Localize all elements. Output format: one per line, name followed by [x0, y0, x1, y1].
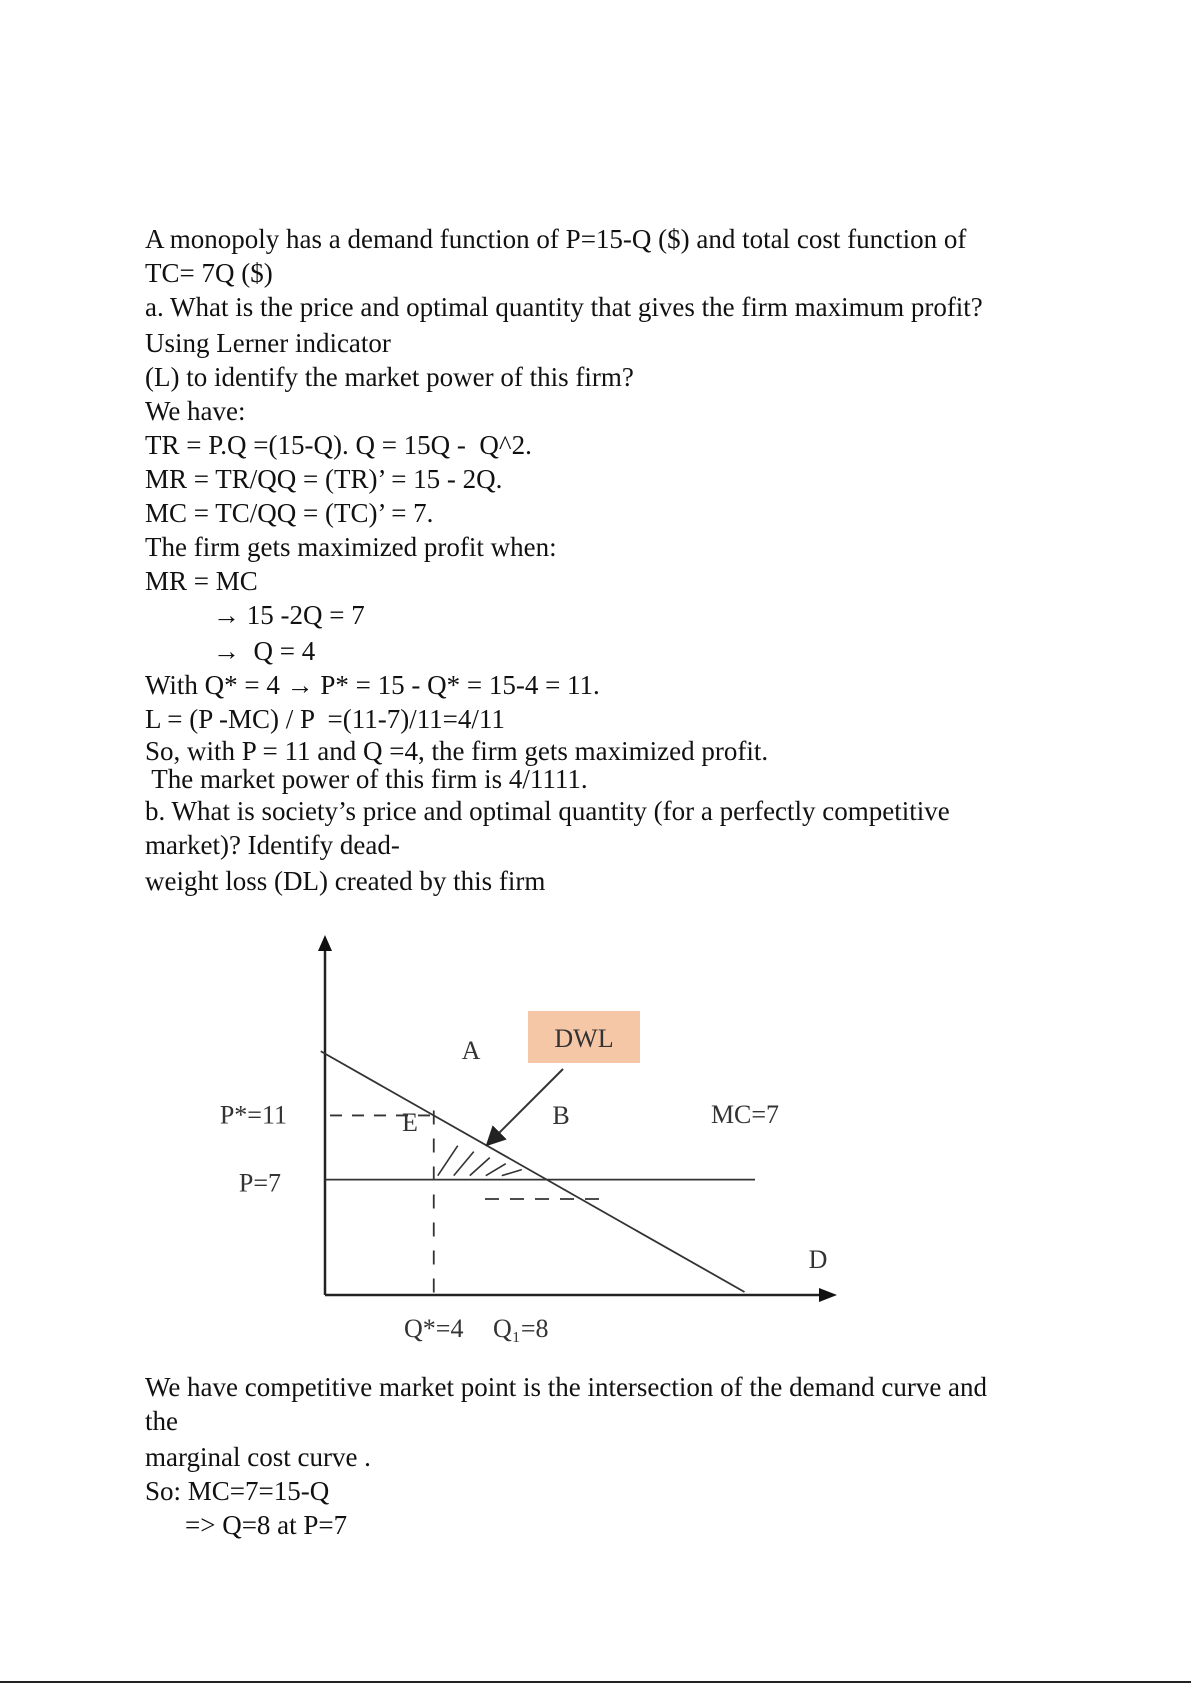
- text-line-13: → Q = 4: [213, 636, 316, 666]
- y-axis-arrow: [318, 935, 332, 951]
- text-line-15: L = (P -MC) / P =(11-7)/11=4/11: [145, 704, 505, 734]
- text-line-10: The firm gets maximized profit when:: [145, 532, 557, 562]
- area-b-label: B: [552, 1101, 570, 1130]
- text-line-25: => Q=8 at P=7: [185, 1510, 348, 1540]
- text-line-3: a. What is the price and optimal quantity that gives the firm maximum profit?: [145, 292, 983, 322]
- text-line-19: market)? Identify dead-: [145, 830, 400, 860]
- monopoly-chart: [195, 935, 855, 1355]
- text-line-22: the: [145, 1406, 178, 1436]
- dwl-hatch-stroke: [486, 1164, 506, 1176]
- text-line-5: (L) to identify the market power of this firm?: [145, 362, 634, 392]
- dwl-hatching: [438, 1146, 522, 1176]
- text-line-24: So: MC=7=15-Q: [145, 1476, 330, 1506]
- text-line-9: MC = TC/QQ = (TC)’ = 7.: [145, 498, 434, 528]
- x-tick-label-q-star: Q*=4: [404, 1314, 464, 1343]
- text-line-16: So, with P = 11 and Q =4, the firm gets maximized profit.: [145, 736, 769, 766]
- text-line-4: Using Lerner indicator: [145, 328, 391, 358]
- x-axis-arrow: [819, 1288, 837, 1302]
- text-line-6: We have:: [145, 396, 246, 426]
- dwl-label: DWL: [554, 1024, 614, 1053]
- area-e-label: E: [402, 1108, 418, 1137]
- dwl-hatch-stroke: [502, 1170, 522, 1176]
- text-line-20: weight loss (DL) created by this firm: [145, 866, 546, 896]
- dwl-hatch-stroke: [454, 1152, 474, 1176]
- text-line-18: b. What is society’s price and optimal quantity (for a perfectly competitive: [145, 796, 950, 826]
- demand-label: D: [808, 1245, 828, 1274]
- text-line-8: MR = TR/QQ = (TR)’ = 15 - 2Q.: [145, 464, 503, 494]
- page-bottom-rule: [0, 1681, 1191, 1683]
- text-line-2: TC= 7Q ($): [145, 258, 273, 288]
- text-line-1: A monopoly has a demand function of P=15-Q ($) and total cost function of: [145, 224, 967, 254]
- x-tick-label-q1: Q₁=8: [493, 1314, 549, 1343]
- text-line-12: → 15 -2Q = 7: [213, 600, 365, 630]
- y-tick-label-p-star: P*=11: [219, 1100, 287, 1130]
- mc-label: MC=7: [710, 1100, 780, 1129]
- text-line-7: TR = P.Q =(15-Q). Q = 15Q - Q^2.: [145, 430, 532, 460]
- text-line-21: We have competitive market point is the intersection of the demand curve and: [145, 1372, 988, 1402]
- dwl-hatch-stroke: [438, 1146, 458, 1176]
- text-line-23: marginal cost curve .: [145, 1442, 371, 1472]
- dwl-hatch-stroke: [470, 1158, 490, 1176]
- demand-curve: [321, 1051, 745, 1292]
- area-a-label: A: [461, 1036, 481, 1065]
- text-line-17: The market power of this firm is 4/1111.: [145, 764, 588, 794]
- text-line-14: With Q* = 4 → P* = 15 - Q* = 15-4 = 11.: [145, 670, 600, 700]
- text-line-11: MR = MC: [145, 566, 258, 596]
- y-tick-label-p: P=7: [238, 1168, 281, 1198]
